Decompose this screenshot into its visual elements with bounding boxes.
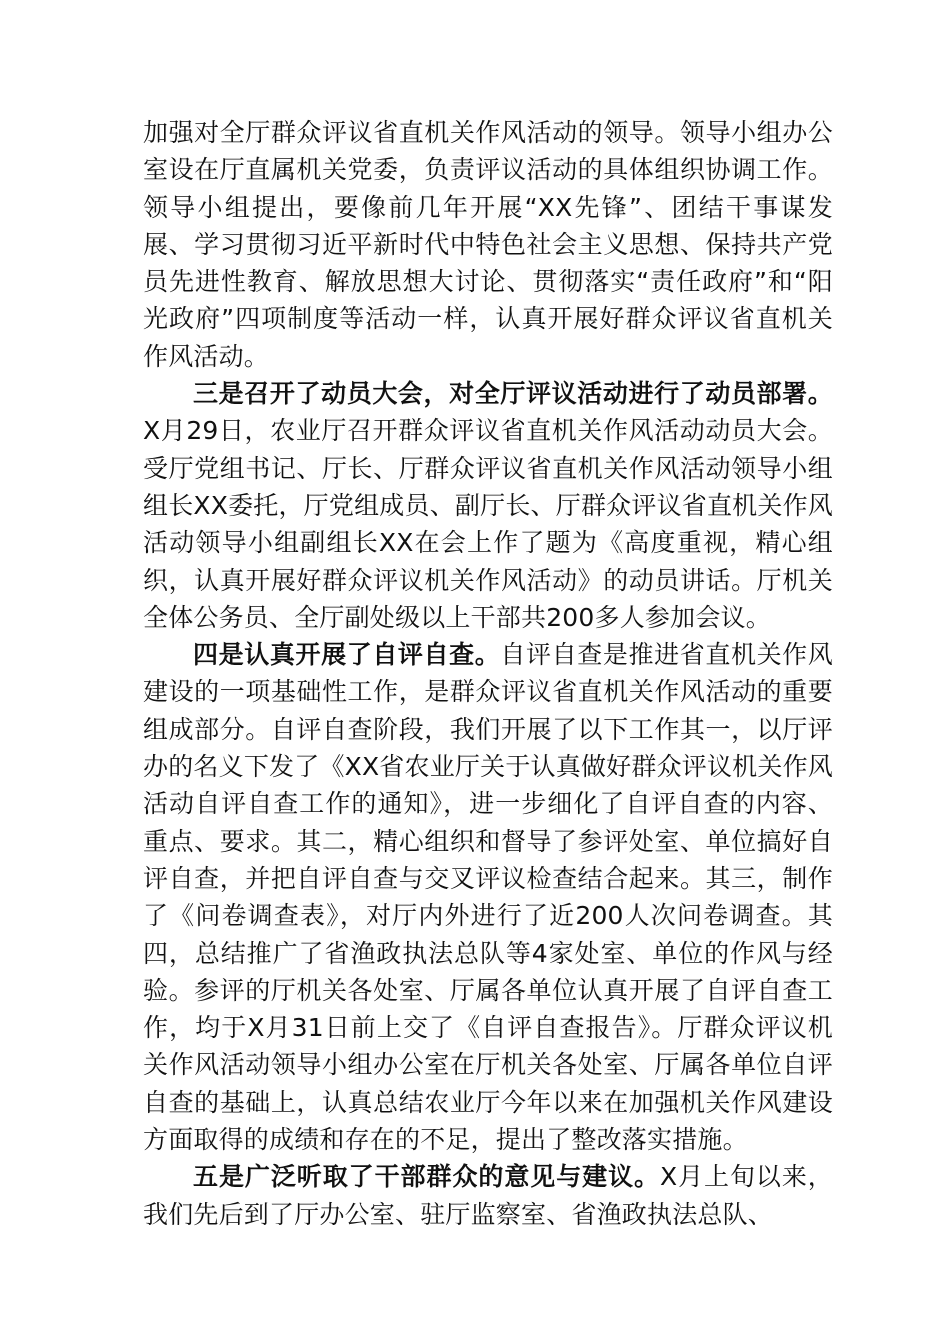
paragraph-text: 自评自查是推进省直机关作风建设的一项基础性工作，是群众评议省直机关作风活动的重要组成部分。自评自查阶段，我们开展了以下工作其一，以厅评办的名义下发了《XX省农业厅关于认真做好群众评议机关作风活动自评自查工作的通知》，进一步细化了自评自查的内容、重点、要求。其二，精心组织和督导了参评处室、单位搞好自评自查，并把自评自查与交叉评议检查结合起来。其三，制作了《问卷调查表》，对厅内外进行了近200人次问卷调查。其四，总结推广了省渔政执法总队等4家处室、单位的作风与经验。参评的厅机关各处室、厅属各单位认真开展了自评自查工作，均于X月31日前上交了《自评自查报告》。厅群众评议机关作风活动领导小组办公室在厅机关各处室、厅属各单位自评自查的基础上，认真总结农业厅今年以来在加强机关作风建设方面取得的成绩和存在的不足，提出了整改落实措施。 bbox=[143, 640, 833, 1155]
paragraph-self-evaluation bbox=[143, 636, 833, 1158]
paragraph-text: X月上旬以来，我们先后到了厅办公室、驻厅监察室、省渔政执法总队、 bbox=[143, 1162, 833, 1229]
paragraph-lead-heading: 四是认真开展了自评自查。 bbox=[193, 640, 501, 670]
paragraph-opinions bbox=[143, 1158, 833, 1233]
paragraph-continuation bbox=[143, 114, 833, 375]
paragraph-lead-heading: 三是召开了动员大会，对全厅评议活动进行了动员部署。 bbox=[193, 379, 833, 409]
paragraph-text: 加强对全厅群众评议省直机关作风活动的领导。领导小组办公室设在厅直属机关党委，负责评议活动的具体组织协调工作。领导小组提出，要像前几年开展“XX先锋”、团结干事谋发展、学习贯彻习近平新时代中特色社会主义思想、保持共产党员先进性教育、解放思想大讨论、贯彻落实“责任政府”和“阳光政府”四项制度等活动一样，认真开展好群众评议省直机关作风活动。 bbox=[143, 118, 833, 371]
paragraph-mobilization-meeting bbox=[143, 375, 833, 636]
paragraph-text: X月29日，农业厅召开群众评议省直机关作风活动动员大会。受厅党组书记、厅长、厅群众评议省直机关作风活动领导小组组长XX委托，厅党组成员、副厅长、厅群众评议省直机关作风活动领导小组副组长XX在会上作了题为《高度重视，精心组织，认真开展好群众评议机关作风活动》的动员讲话。厅机关全体公务员、全厅副处级以上干部共200多人参加会议。 bbox=[143, 416, 833, 632]
paragraph-lead-heading: 五是广泛听取了干部群众的意见与建议。 bbox=[193, 1162, 660, 1192]
document-body bbox=[143, 114, 833, 1233]
